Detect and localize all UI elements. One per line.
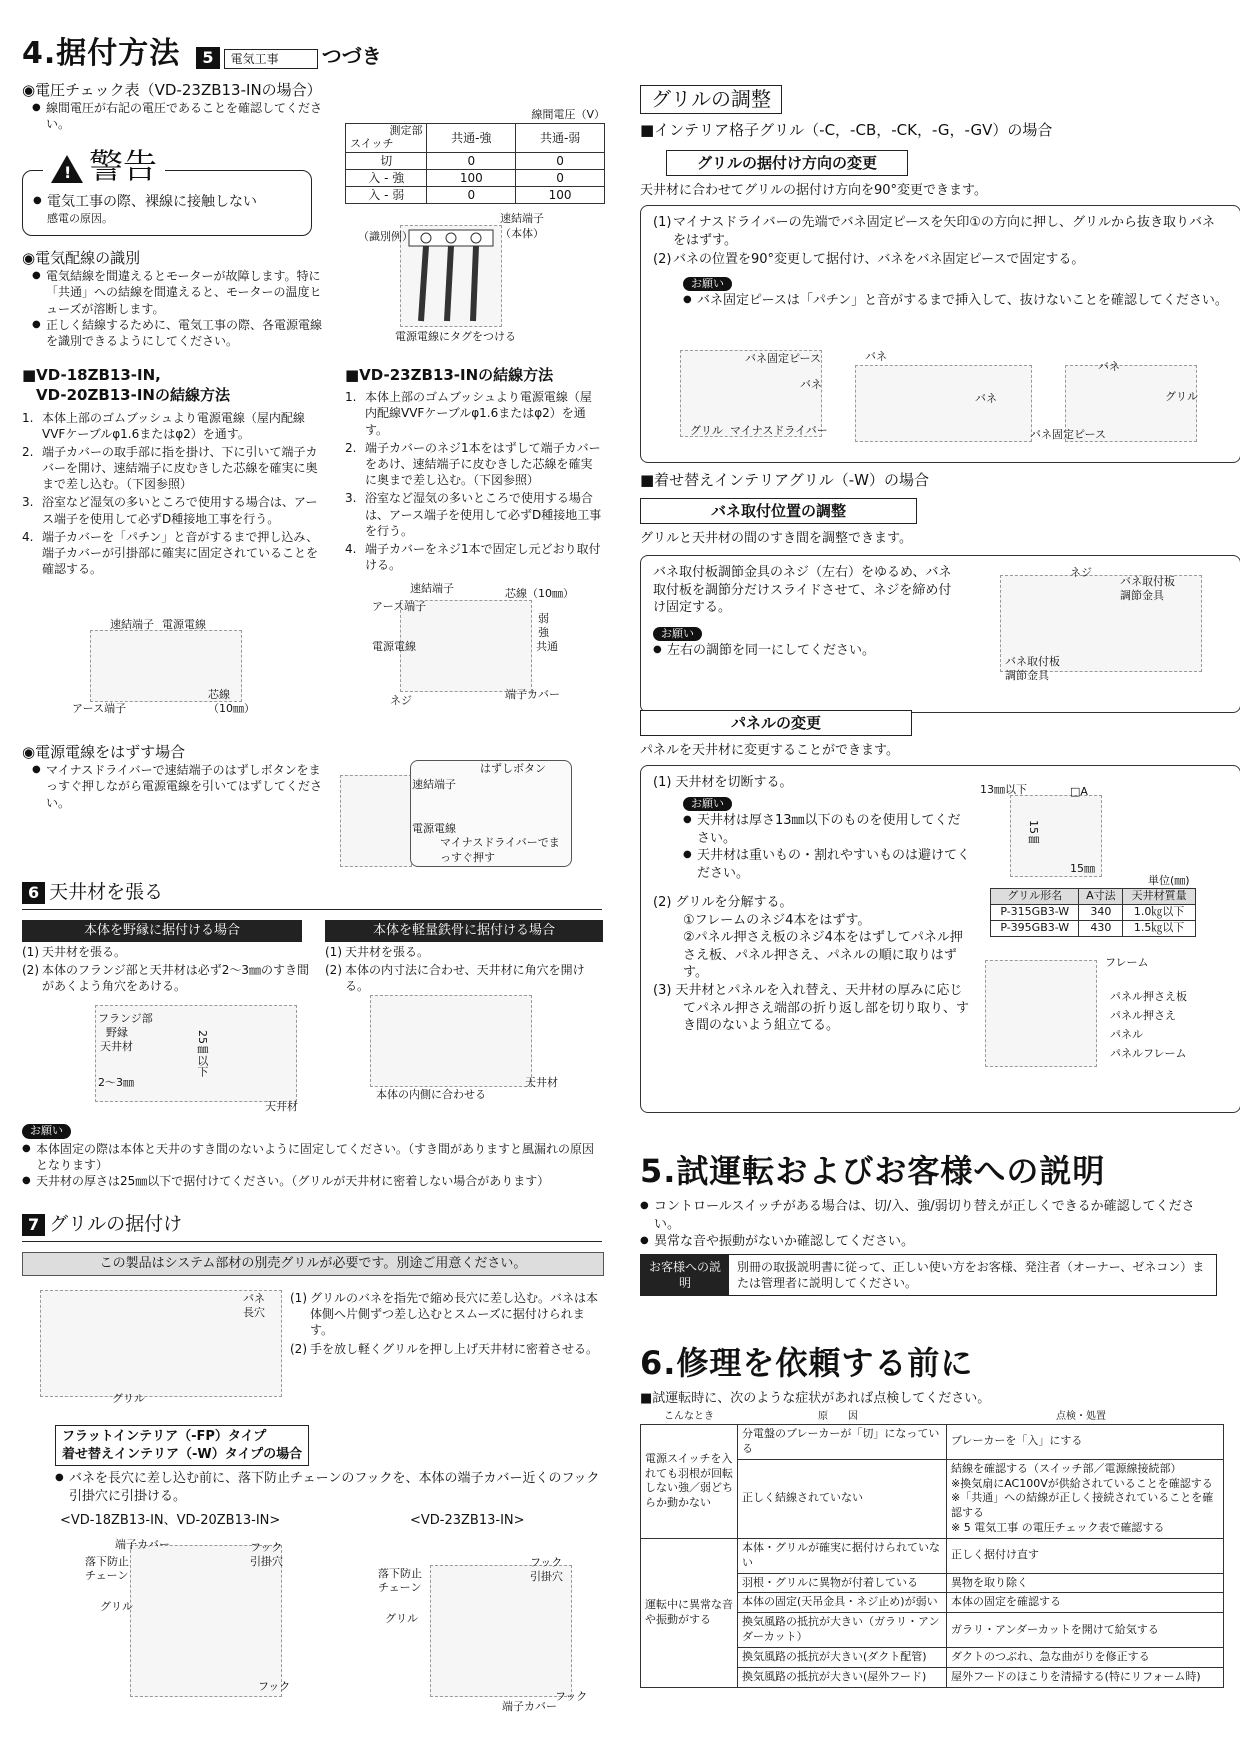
warning-text: ● 電気工事の際、裸線に接触しない — [33, 193, 301, 212]
list-item: (1) グリルのバネを指先で縮め長穴に差し込む。バネは本体側へ片側ずつ差し込むとスムーズに据付けられます。 — [290, 1291, 599, 1338]
fig-label: 共通 — [536, 640, 558, 653]
section7 — [22, 1212, 602, 1242]
customer-text: 別冊の取扱説明書に従って、正しい使い方をお客様、発注者（オーナー、ゼネコン）または管理者に説明してください。 — [737, 1260, 1205, 1291]
voltage-table: 測定部 スイッチ 共通-強 共通-弱 切 0 0 入 - 強 100 0 入 - 弱 0 100 — [345, 123, 605, 205]
fig-label: 天井材 — [525, 1076, 558, 1089]
list-item: (2) 手を放し軽くグリルを押し上げ天井材に密着させる。 — [290, 1341, 599, 1356]
note2: ● 左右の調節を同一にしてください。 — [653, 642, 1228, 660]
method-a-heading: ■VD-18ZB13-IN, — [22, 366, 161, 384]
warning-box — [22, 147, 312, 236]
list-item: 3. 浴室など湿気の多いところで使用する場合は、アース端子を使用して必ずD種接地工事を行う。 — [22, 495, 318, 526]
fig-label: パネル押さえ板 — [1110, 990, 1187, 1003]
list-item: 3. 浴室など湿気の多いところで使用する場合は、アース端子を使用して必ずD種接地工事を行う。 — [345, 491, 602, 538]
list-item: ● 天井材は厚さ13㎜以下のものを使用してください。 — [683, 812, 973, 847]
fig-label: 15㎜ — [1070, 862, 1095, 875]
list-item: ● 本体固定の際は本体と天井のすき間のないように固定してください。（すき間がありますと風漏れの原因となります） — [22, 1141, 602, 1173]
voltage-table-wrap — [345, 108, 605, 204]
s5-list — [640, 1198, 1215, 1251]
warning-sub: 感電の原因。 — [47, 211, 113, 225]
list-item: ● 正しく結線するために、電気工事の際、各電源電線を識別できるようにしてください。 — [32, 317, 322, 349]
fig-label: 強 — [538, 626, 549, 639]
wiring-heading: ◉電気配線の識別 — [22, 249, 141, 267]
fig-label: フック — [258, 1680, 291, 1693]
grill-sub1: グリルの据付け方向の変更 — [666, 150, 908, 176]
s6-left-steps — [22, 944, 312, 997]
table-row: P-315GB3-W 340 1.0㎏以下 — [991, 904, 1196, 920]
panel-exploded-diagram — [985, 960, 1097, 1067]
fig-label: 端子カバー — [502, 1700, 557, 1713]
onegai-badge: お願い — [653, 627, 702, 642]
grill-desc1: 天井材に合わせてグリルの据付け方向を90°変更できます。 — [640, 183, 988, 198]
list-item: ● 異常な音や振動がないか確認してください。 — [640, 1233, 1215, 1251]
fig-label: 電源電線 — [412, 822, 456, 835]
wiring-method-a — [22, 365, 322, 579]
table-row: 本体の固定(天吊金具・ネジ止め)が弱い 本体の固定を確認する — [641, 1593, 1224, 1613]
fig-label: バネ固定ピース — [1030, 428, 1107, 441]
list-item: ● 天井材は重いもの・割れやすいものは避けてください。 — [683, 847, 973, 882]
table-row: 正しく結線されていない 結線を確認する（スイッチ部／電源線接続部） ※換気扇にAC100Vが供給されていることを確認する ※「共通」への結線が正しく接続されていることを確認する ※ 5 電気工事 の電圧チェック表で確認する — [641, 1459, 1224, 1538]
list-item: (2) 本体の内寸法に合わせ、天井材に角穴を開ける。 — [325, 963, 585, 994]
step-number: 7 — [22, 1214, 45, 1236]
step-tag: 電気工事 — [224, 49, 318, 69]
fig-label: マイナスドライバー — [730, 424, 828, 437]
fig-label: 速結端子 — [410, 582, 454, 595]
fig-label: バネ取付板 — [1005, 655, 1060, 668]
method-a-heading2: VD-20ZB13-INの結線方法 — [36, 386, 230, 405]
symptom-cell: 運転中に異常な音や振動がする — [641, 1538, 738, 1687]
trouble-table — [640, 1424, 1224, 1688]
fig-label: バネ — [243, 1292, 265, 1305]
fig-label: アース端子 — [72, 702, 127, 715]
fig-label: 長穴 — [243, 1306, 265, 1319]
onegai-badge: お願い — [22, 1124, 71, 1139]
table-row: 切 0 0 — [346, 152, 605, 169]
spring-adjust-text: バネ取付板調節金具のネジ（左右）をゆるめ、バネ取付板を調節分だけスライドさせて、ネジを締め付け固定する。 — [653, 565, 952, 616]
voltage-check — [22, 80, 342, 133]
list-item: (2) バネの位置を90°変更して据付け、バネをバネ固定ピースで固定する。 — [653, 252, 1085, 268]
fig-label: 天井材 — [100, 1040, 133, 1053]
fig-label: 速結端子 — [110, 618, 154, 631]
fig-label: フレーム — [1105, 956, 1149, 969]
fig-label: 天井材 — [265, 1100, 298, 1113]
section4-title: 4.据付方法 — [22, 36, 181, 71]
table-row: 換気風路の抵抗が大きい（ガラリ・アンダーカット） ガラリ・アンダーカットを開けて給気する — [641, 1613, 1224, 1648]
fig-label: 落下防止 — [85, 1555, 129, 1568]
grill-desc2: グリルと天井材の間のすき間を調整できます。 — [640, 531, 912, 546]
fig-label: 25㎜以下 — [195, 1030, 209, 1077]
fig-label: 端子カバー — [115, 1538, 170, 1551]
section6r-title: 6.修理を依頼する前に — [640, 1344, 974, 1382]
list-item: ①フレームのネジ4本をはずす。 — [683, 912, 871, 928]
model-label-left: <VD-18ZB13-IN、VD-20ZB13-IN> — [60, 1513, 281, 1528]
list-item: (1) 天井材を張る。 — [325, 945, 430, 959]
voltage-heading: ◉電圧チェック表（VD-23ZB13-INの場合） — [22, 81, 322, 99]
grill-required-note: この製品はシステム部材の別売グリルが必要です。別途ご用意ください。 — [22, 1252, 604, 1276]
s6-notes — [22, 1122, 602, 1189]
note1: ● バネ固定ピースは「パチン」と音がするまで挿入して、抜けないことを確認してください。 — [683, 292, 1228, 310]
tag-label: 電源電線にタグをつける — [395, 330, 516, 343]
section6 — [22, 880, 602, 910]
list-item: 4. 端子カバーを「パチン」と音がするまで押し込み、端子カバーが引掛部に確実に固定されていることを確認する。 — [22, 529, 319, 577]
fig-label: 2～3㎜ — [98, 1076, 134, 1089]
table-row: 換気風路の抵抗が大きい(屋外フード) 屋外フードのほこりを清掃する(特にリフォーム時) — [641, 1667, 1224, 1687]
terminal-label: 速結端子（本体） — [500, 212, 544, 240]
method-b-heading: ■VD-23ZB13-INの結線方法 — [345, 366, 554, 384]
fig-label: 芯線（10㎜） — [505, 587, 574, 600]
grill-sub2: バネ取付位置の調整 — [640, 498, 917, 524]
remove-heading: ◉電源電線をはずす場合 — [22, 743, 186, 761]
grill-sub3: パネルの変更 — [640, 710, 912, 736]
list-item: (1) 天井材を張る。 — [22, 945, 127, 959]
voltage-note: ● 線間電圧が右記の電圧であることを確認してください。 — [32, 100, 322, 132]
list-item: 4. 端子カバーをネジ1本で固定し元どおり取付ける。 — [345, 541, 601, 573]
table-row: 羽根・グリルに異物が付着している 異物を取り除く — [641, 1573, 1224, 1593]
bar-steel: 本体を軽量鉄骨に据付ける場合 — [325, 920, 603, 942]
fig-label: 調節金具 — [1005, 669, 1049, 682]
fig-label: ネジ — [390, 694, 412, 707]
grill-spring-diagram-2 — [855, 365, 1032, 442]
s6-right-steps — [325, 944, 603, 997]
panel-step1: (1) 天井材を切断する。 — [653, 775, 793, 790]
onegai-badge: お願い — [683, 277, 732, 292]
continued-label: つづき — [321, 44, 382, 68]
step-number: 6 — [22, 882, 45, 904]
wire-id-diagram — [400, 225, 502, 327]
list-item: ● コントロールスイッチがある場合は、切/入、強/弱切り替えが正しくできるか確認してください。 — [640, 1198, 1215, 1233]
fig-label: バネ — [975, 392, 997, 405]
fig-label: チェーン — [85, 1569, 129, 1582]
fig-label: 芯線 — [208, 688, 230, 701]
section5-title: 5.試運転およびお客様への説明 — [640, 1152, 1106, 1190]
list-item: 1. 本体上部のゴムブッシュより電源電線（屋内配線VVFケーブルφ1.6またはφ2）を通す。 — [345, 390, 592, 437]
list-item: ● 電気結線を間違えるとモーターが故障します。特に「共通」への結線を間違えると、モーターの温度ヒューズが溶断します。 — [32, 268, 322, 317]
fig-label: フック — [250, 1541, 283, 1554]
list-item: 2. 端子カバーの取手部に指を掛け、下に引いて端子カバーを開け、速結端子に皮むきした芯線を確実に奥まで差し込む。（下図参照） — [22, 444, 318, 492]
trouble-table-header: こんなとき 原 因 点検・処置 — [664, 1411, 1106, 1422]
section6-title: 天井材を張る — [49, 881, 164, 903]
grill-desc3: パネルを天井材に変更することができます。 — [640, 743, 899, 758]
fig-label: 引掛穴 — [530, 1570, 563, 1583]
fig-label: ネジ — [1070, 566, 1092, 579]
fig-label: グリル — [1165, 390, 1198, 403]
fig-label: バネ — [865, 350, 887, 363]
fig-label: 端子カバー — [505, 688, 560, 701]
fig-label: 引掛穴 — [250, 1555, 283, 1568]
section7-title: グリルの据付け — [49, 1213, 183, 1235]
symptom-cell: 電源スイッチを入れても羽根が回転しない強／弱どちらか動かない — [641, 1425, 738, 1539]
flat-type-box: フラットインテリア（-FP）タイプ 着せ替えインテリア（-W）タイプの場合 — [55, 1425, 309, 1466]
fig-label: グリル — [112, 1392, 145, 1405]
grill-head2: ■着せ替えインテリアグリル（-W）の場合 — [640, 471, 929, 489]
fig-label: グリル — [100, 1600, 133, 1613]
onegai-badge: お願い — [683, 797, 732, 812]
fig-label: フランジ部 — [98, 1012, 153, 1025]
fig-label: グリル — [385, 1612, 418, 1625]
list-item: (1) マイナスドライバーの先端でバネ固定ピースを矢印①の方向に押し、グリルから抜き取りバネをはずす。 — [653, 215, 1216, 248]
fig-label: 本体の内側に合わせる — [376, 1088, 486, 1101]
fig-label: アース端子 — [372, 600, 427, 613]
fig-label: バネ — [800, 378, 822, 391]
table-row: 電源スイッチを入れても羽根が回転しない強／弱どちらか動かない 分電盤のブレーカーが「切」になっている ブレーカーを「入」にする — [641, 1425, 1224, 1460]
fig-label: パネル — [1110, 1028, 1143, 1041]
fig-label: 調節金具 — [1120, 589, 1164, 602]
list-item: ● 天井材の厚さは25㎜以下で据付けてください。（グリルが天井材に密着しない場合があります） — [22, 1173, 602, 1189]
remove-wire — [22, 742, 322, 811]
fig-label: バネ固定ピース — [745, 352, 822, 365]
fig-label: グリル — [690, 424, 723, 437]
s6r-intro: ■試運転時に、次のような症状があれば点検してください。 — [640, 1391, 991, 1406]
table-row: 入 - 強 100 0 — [346, 170, 605, 187]
fig-label: □A — [1070, 785, 1088, 798]
customer-explain-box — [640, 1254, 1217, 1296]
grill-adjust-title: グリルの調整 — [640, 85, 782, 114]
table-row: 入 - 弱 0 100 — [346, 187, 605, 204]
bar-noen: 本体を野縁に据付ける場合 — [22, 920, 302, 942]
section4-header — [22, 34, 382, 75]
fig-label: 15㎜ — [1026, 820, 1040, 845]
grill-size-table: グリル形名 A寸法 天井材質量 P-315GB3-W 340 1.0㎏以下 P-395GB3-W 430 1.5㎏以下 — [990, 888, 1196, 937]
fig-label: 落下防止 — [378, 1567, 422, 1580]
list-item: ②パネル押さえ板のネジ4本をはずしてパネル押さえ板、パネル押さえ、パネルの順に取りはずす。 — [683, 930, 963, 981]
warning-icon — [51, 155, 83, 183]
fig-label: （10㎜） — [208, 702, 255, 715]
grill-head1: ■インテリア格子グリル（-C，-CB，-CK，-G，-GV）の場合 — [640, 121, 1053, 139]
panel-step3: (3) 天井材とパネルを入れ替え、天井材の厚みに応じてパネル押さえ端部の折り返し部を切り取り、すき間のないよう組立てる。 — [653, 983, 970, 1034]
fig-label: パネルフレーム — [1110, 1047, 1187, 1060]
table-row: P-395GB3-W 430 1.5㎏以下 — [991, 920, 1196, 936]
fig-label: フック — [555, 1690, 588, 1703]
table-row: 換気風路の抵抗が大きい(ダクト配管) ダクトのつぶれ、急な曲がりを修正する — [641, 1647, 1224, 1667]
remove-text: ● マイナスドライバーで速結端子のはずしボタンをまっすぐ押しながら電源電線を引いてはずしてください。 — [32, 762, 322, 811]
list-item: (2) 本体のフランジ部と天井材は必ず2～3㎜のすき間があくよう角穴をあける。 — [22, 963, 309, 994]
unit-label: 単位(㎜) — [1148, 874, 1190, 887]
fig-label: バネ取付板 — [1120, 575, 1175, 588]
fig-label: バネ — [1098, 360, 1120, 373]
fig-label: 13㎜以下 — [980, 783, 1027, 796]
fig-label: 電源電線 — [372, 640, 416, 653]
fig-label: 野縁 — [106, 1026, 128, 1039]
steel-diagram — [370, 995, 532, 1087]
table-row: 運転中に異常な音や振動がする 本体・グリルが確実に据付けられていない 正しく据付け直す — [641, 1538, 1224, 1573]
list-item: 1. 本体上部のゴムブッシュより電源電線（屋内配線VVFケーブルφ1.6またはφ2）を通す。 — [22, 410, 305, 441]
model-label-right: <VD-23ZB13-IN> — [410, 1513, 525, 1528]
fig-label: チェーン — [378, 1581, 422, 1594]
fig-label: はずしボタン — [480, 762, 546, 775]
s7-steps — [290, 1290, 602, 1359]
fig-label: 弱 — [538, 612, 549, 625]
id-example-label: （識別例） — [358, 230, 413, 243]
remove-diagram — [340, 775, 412, 867]
panel-step2: (2) グリルを分解する。 — [653, 895, 793, 911]
step-number: 5 — [196, 47, 219, 69]
fig-label: パネル押さえ — [1110, 1009, 1176, 1022]
list-item: 2. 端子カバーのネジ1本をはずして端子カバーをあけ、速結端子に皮むきした芯線を確実に奥まで差し込む。（下図参照） — [345, 440, 601, 488]
fig-label: フック — [530, 1556, 563, 1569]
warning-title: !警告 — [43, 145, 165, 191]
wiring-method-b — [345, 365, 603, 575]
fig-label: 速結端子 — [412, 778, 456, 791]
wiring-id — [22, 248, 322, 349]
customer-label: お客様への説明 — [641, 1255, 729, 1295]
voltage-unit: 線間電圧（V） — [531, 108, 605, 121]
fig-label: 電源電線 — [162, 618, 206, 631]
flat-type-text: ● バネを長穴に差し込む前に、落下防止チェーンのフックを、本体の端子カバー近くのフック引掛穴に引掛ける。 — [55, 1470, 600, 1505]
fig-label: マイナスドライバーでまっすぐ押す — [440, 836, 560, 864]
